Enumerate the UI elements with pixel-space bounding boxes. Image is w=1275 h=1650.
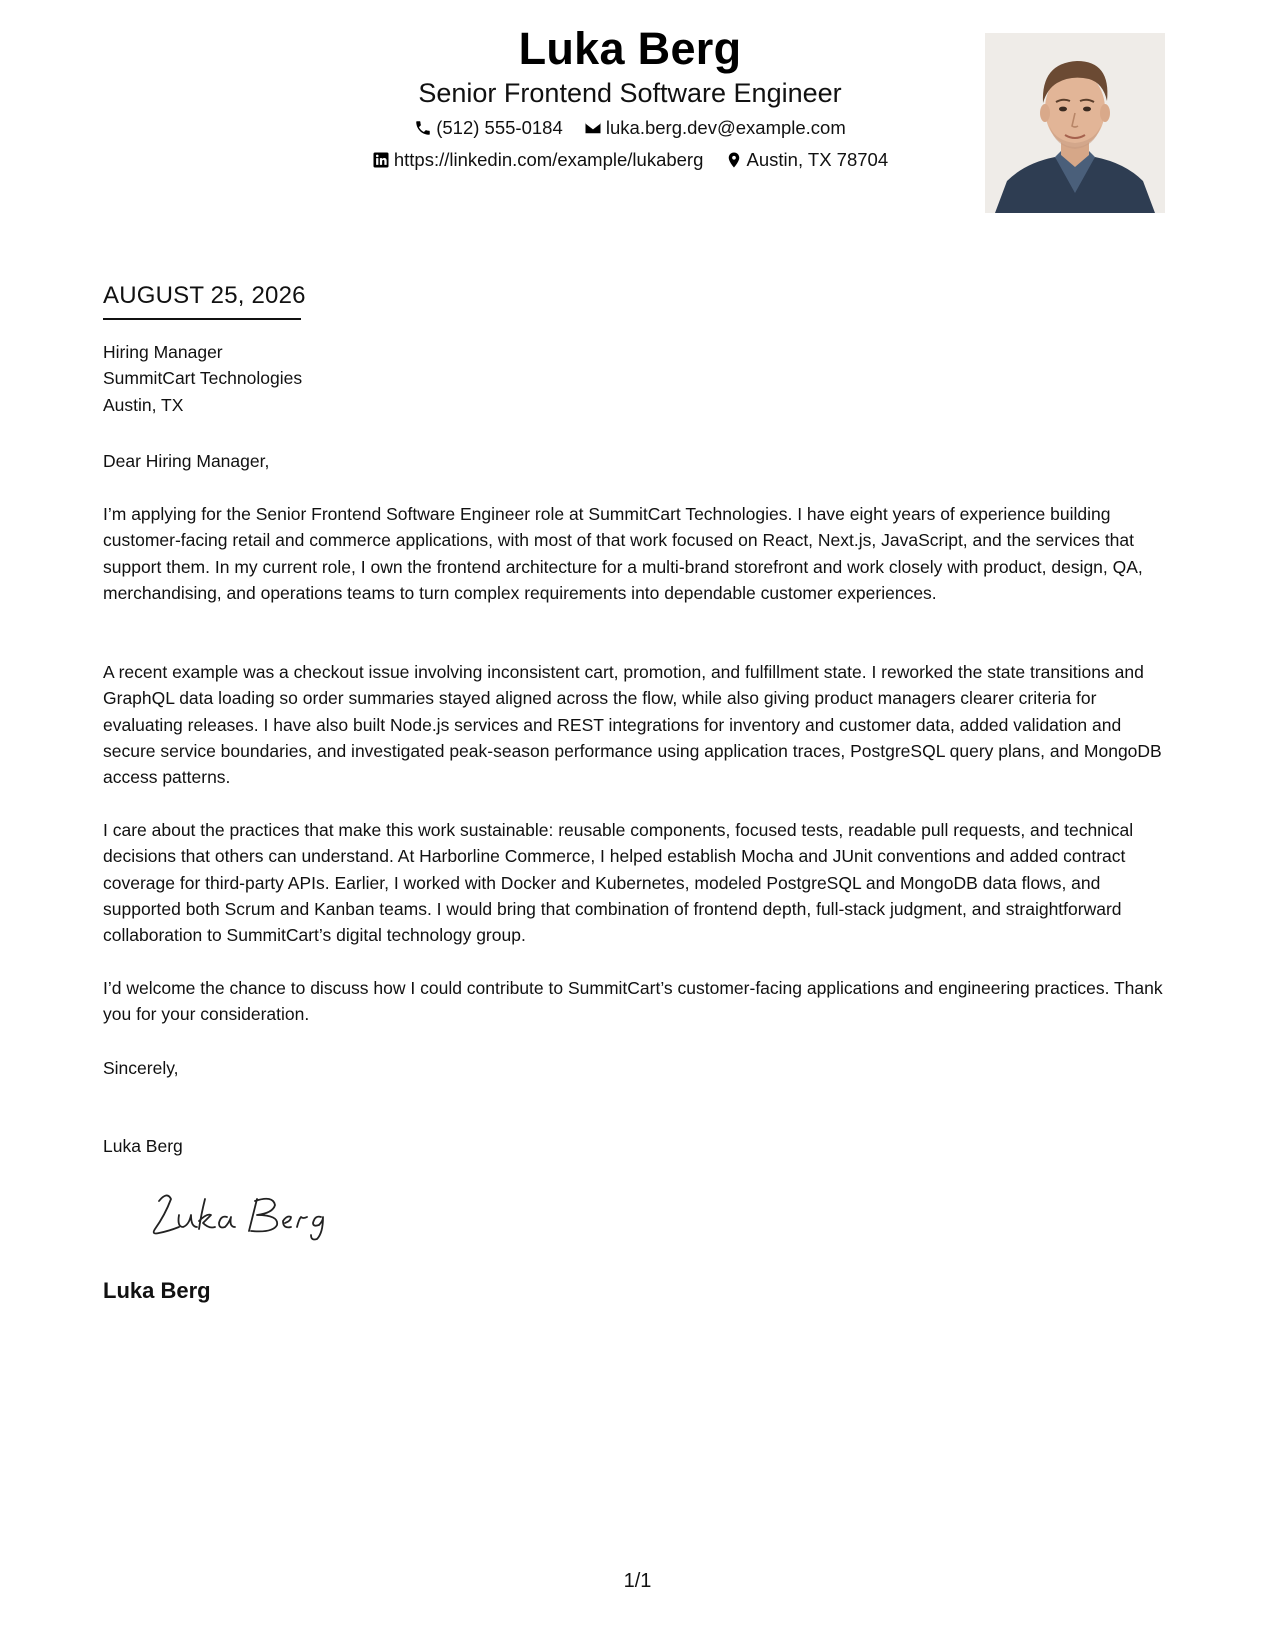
recipient-address: [103, 339, 302, 418]
email-text[interactable]: luka.berg.dev@example.com: [605, 117, 846, 138]
recipient-line-2: SummitCart Technologies: [103, 368, 303, 389]
map-pin-icon: [725, 151, 743, 169]
handwritten-signature: [145, 1185, 335, 1245]
page-number: 1/1: [623, 1570, 652, 1592]
body-paragraph-1: I’m applying for the Senior Frontend Software Engineer role at SummitCart Technologies. I have eight years of experience building customer-facing retail and commerce applications, with most of that work focused on React, Next.js, JavaScript, and the services that support them. In my current role, I own the frontend architecture for a multi-brand storefront and work closely with product, design, QA, merchandising, and operations teams to turn complex requirements into dependable customer experiences.: [103, 504, 1143, 603]
contact-phone: [414, 115, 563, 141]
envelope-icon: [584, 119, 602, 137]
phone-text: (512) 555-0184: [436, 117, 563, 138]
applicant-name: Luka Berg: [518, 23, 742, 74]
contact-email[interactable]: [584, 115, 846, 141]
date-block: [103, 281, 306, 320]
contact-location: [725, 147, 889, 173]
signature-printed-name: Luka Berg: [103, 1278, 211, 1303]
applicant-title: Senior Frontend Software Engineer: [418, 78, 842, 108]
body-paragraph-3: I care about the practices that make this work sustainable: reusable components, focused tests, readable pull requests, and technical decisions that others can understand. At Harborline Commerce, I helped establish Mocha and JUnit conventions and added contract coverage for third-party APIs. Earlier, I worked with Docker and Kubernetes, modeled PostgreSQL and MongoDB data flows, and supported both Scrum and Kanban teams. I would bring that combination of frontend depth, full-stack judgment, and straightforward collaboration to SummitCart’s digital technology group.: [103, 820, 1134, 946]
closing: Sincerely,: [103, 1058, 179, 1078]
profile-photo: [985, 33, 1165, 213]
linkedin-text[interactable]: https://linkedin.com/example/lukaberg: [393, 149, 704, 170]
date-underline: [103, 318, 301, 320]
contact-linkedin[interactable]: [372, 147, 704, 173]
phone-icon: [414, 119, 432, 137]
location-text: Austin, TX 78704: [746, 149, 889, 170]
recipient-line-3: Austin, TX: [103, 394, 184, 415]
recipient-line-1: Hiring Manager: [103, 342, 223, 362]
linkedin-icon: [372, 151, 390, 169]
salutation: Dear Hiring Manager,: [103, 451, 270, 471]
typed-name: Luka Berg: [103, 1136, 183, 1156]
body-paragraph-4: I’d welcome the chance to discuss how I could contribute to SummitCart’s customer-facing applications and engineering practices. Thank you for your consideration.: [103, 978, 1163, 1025]
letter-date: AUGUST 25, 2026: [103, 282, 306, 309]
body-paragraph-2: A recent example was a checkout issue involving inconsistent cart, promotion, and fulfillment state. I reworked the state transitions and GraphQL data loading so order summaries stayed aligned across the flow, while also giving product managers clearer criteria for evaluating releases. I have also built Node.js services and REST integrations for inventory and customer data, added validation and secure service boundaries, and investigated peak-season performance using application traces, PostgreSQL query plans, and MongoDB access patterns.: [103, 662, 1162, 788]
